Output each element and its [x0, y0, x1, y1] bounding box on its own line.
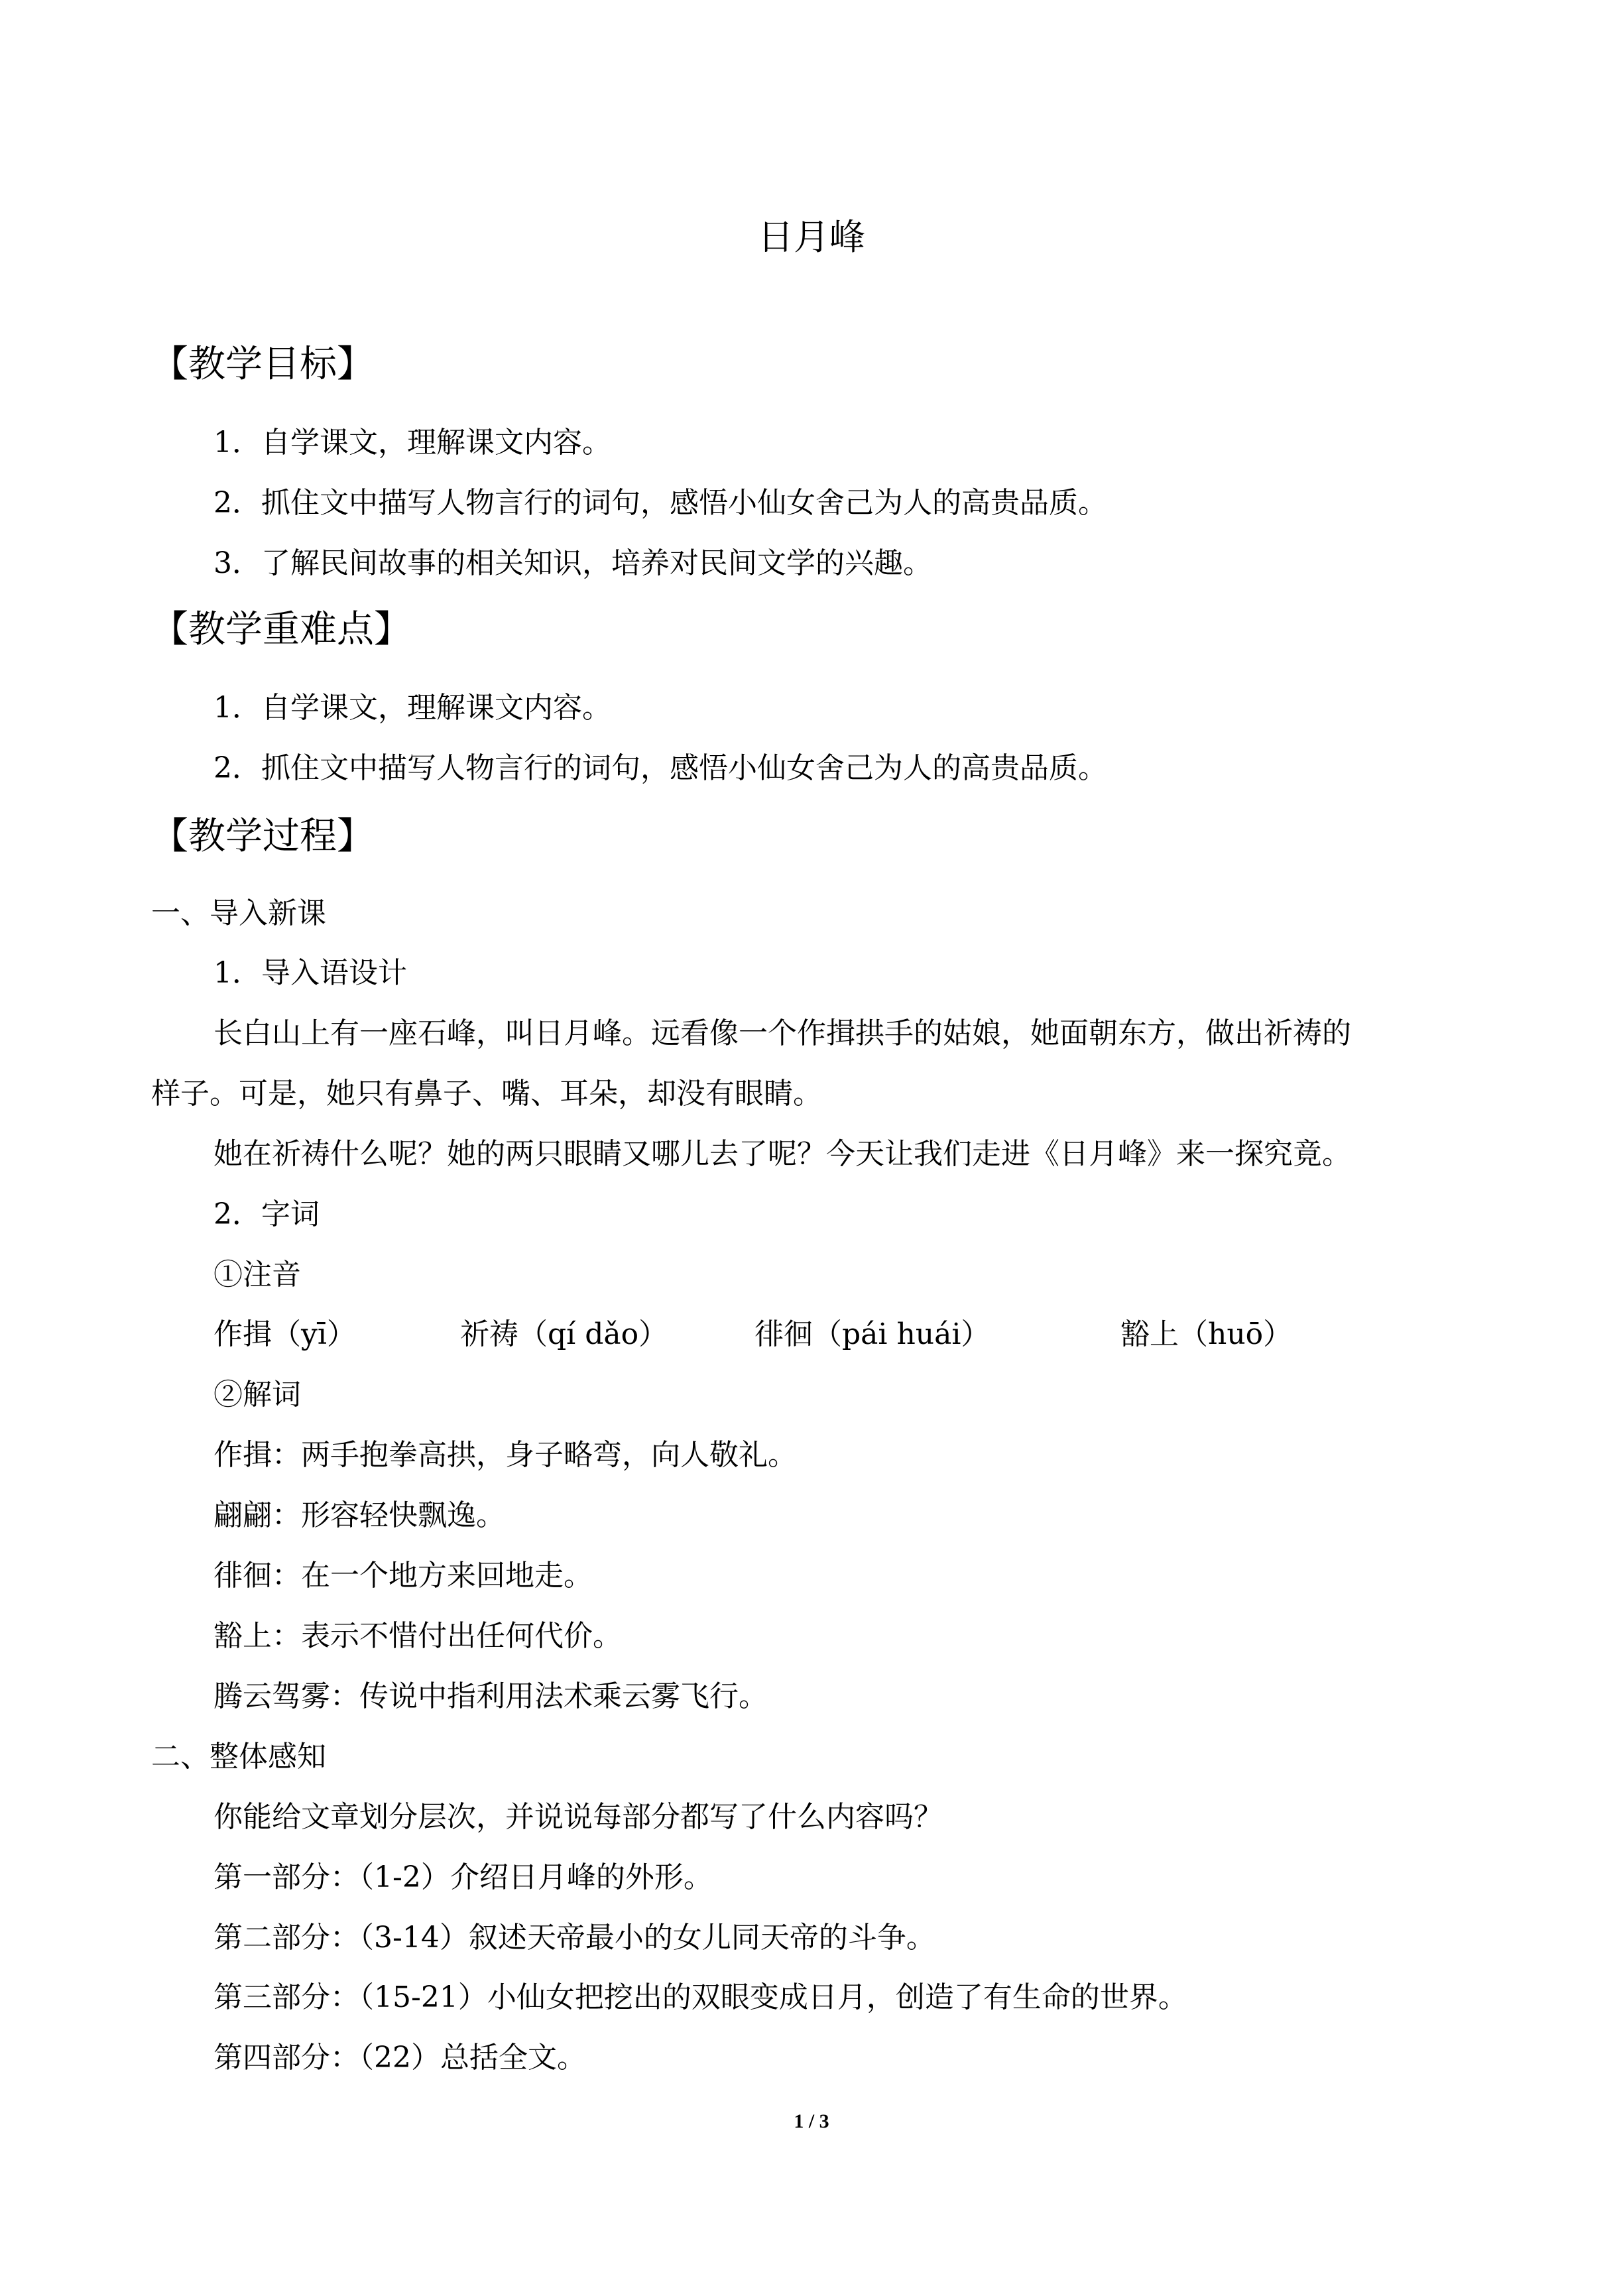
glossary-item-5: 腾云驾雾：传说中指利用法术乘云雾飞行。: [213, 1679, 768, 1713]
glossary-item-4: 豁上：表示不惜付出任何代价。: [213, 1619, 622, 1653]
intro-paragraph-line-2: 样子。可是，她只有鼻子、嘴、耳朵，却没有眼睛。: [151, 1077, 822, 1111]
intro-paragraph-line-1: 长白山上有一座石峰，叫日月峰。远看像一个作揖拱手的姑娘，她面朝东方，做出祈祷的: [213, 1016, 1351, 1050]
goal-item-1: 1．自学课文，理解课文内容。: [213, 426, 611, 459]
part-2-title: 二、整体感知: [151, 1740, 326, 1774]
part-1-sub-1: 1．导入语设计: [213, 956, 407, 990]
pinyin-label: ①注音: [213, 1258, 301, 1292]
page-number: 1 / 3: [794, 2110, 829, 2132]
part-1-sub-2: 2．字词: [213, 1197, 320, 1231]
section-heading-key-points: 【教学重难点】: [151, 608, 411, 651]
division-item-3: 第三部分：（15-21）小仙女把挖出的双眼变成日月，创造了有生命的世界。: [213, 1980, 1187, 2014]
pinyin-item-4: 豁上（huō）: [1120, 1317, 1293, 1351]
intro-paragraph-2: 她在祈祷什么呢？她的两只眼睛又哪儿去了呢？今天让我们走进《日月峰》来一探究竟。: [213, 1137, 1351, 1171]
pinyin-item-2: 祈祷（qí dǎo）: [460, 1317, 668, 1351]
goal-item-3: 3．了解民间故事的相关知识，培养对民间文学的兴趣。: [213, 546, 932, 580]
division-item-2: 第二部分：（3-14）叙述天帝最小的女儿同天帝的斗争。: [213, 1921, 935, 1955]
glossary-label: ②解词: [213, 1378, 301, 1412]
glossary-item-3: 徘徊：在一个地方来回地走。: [213, 1559, 593, 1593]
key-point-item-1: 1．自学课文，理解课文内容。: [213, 691, 611, 725]
pinyin-item-1: 作揖（yī）: [213, 1317, 356, 1351]
glossary-item-1: 作揖：两手抱拳高拱，身子略弯，向人敬礼。: [213, 1438, 797, 1472]
division-item-4: 第四部分：（22）总括全文。: [213, 2041, 586, 2075]
section-heading-goals: 【教学目标】: [151, 343, 374, 386]
part-1-title: 一、导入新课: [151, 896, 326, 930]
glossary-item-2: 翩翩：形容轻快飘逸。: [213, 1498, 505, 1532]
key-point-item-2: 2．抓住文中描写人物言行的词句，感悟小仙女舍己为人的高贵品质。: [213, 751, 1107, 785]
division-item-1: 第一部分：（1-2）介绍日月峰的外形。: [213, 1860, 713, 1894]
part-2-question: 你能给文章划分层次，并说说每部分都写了什么内容吗？: [213, 1800, 943, 1834]
page-title: 日月峰: [758, 216, 865, 258]
goal-item-2: 2．抓住文中描写人物言行的词句，感悟小仙女舍己为人的高贵品质。: [213, 486, 1107, 520]
section-heading-process: 【教学过程】: [151, 815, 374, 858]
pinyin-item-3: 徘徊（pái huái）: [754, 1317, 991, 1351]
